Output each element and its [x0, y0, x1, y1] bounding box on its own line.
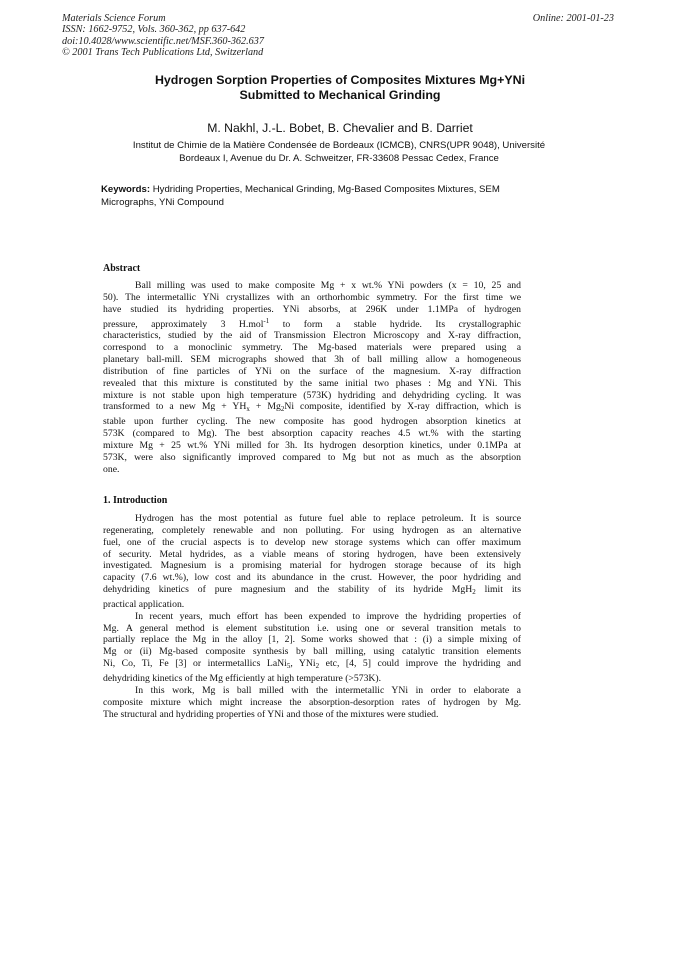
text-run: transformed to a new Mg + YH — [103, 401, 247, 413]
intro-line: The structural and hydriding properties of YNi and those of the mixtures were studied. — [103, 708, 439, 720]
abstract-heading: Abstract — [103, 263, 141, 274]
text-run: + Mg — [249, 401, 281, 413]
keywords-text-1: Hydriding Properties, Mechanical Grinding, Mg-Based Composites Mixtures, SEM — [152, 184, 500, 195]
text-run: Ni, Co, Ti, Fe [3] or intermetallics LaNi — [103, 658, 287, 670]
keywords-label: Keywords: — [101, 184, 151, 195]
affiliation — [86, 140, 592, 165]
subscript: 5 — [286, 662, 291, 671]
subscript: 2 — [315, 662, 320, 671]
abstract-line: have studied its hydriding properties. YNi absorbs, at 296K under 1.1MPa of hydrogen — [103, 303, 521, 315]
author-list: M. Nakhl, J.-L. Bobet, B. Chevalier and B. Darriet — [207, 121, 473, 135]
intro-line: investigated. Magnesium is a promising material for hydrogen storage because of its high — [103, 560, 521, 572]
text-run: limit its — [475, 584, 521, 596]
intro-line: Hydrogen has the most potential as future fuel able to replace petroleum. It is source — [135, 513, 521, 524]
keywords — [101, 184, 581, 210]
subscript: x — [246, 405, 250, 414]
abstract-line: stable upon further cycling. The new composite has good hydrogen absorption kinetics at — [103, 416, 521, 428]
text-run: Ni composite, identified by X-ray diffraction, which is — [284, 401, 521, 413]
abstract-line: one. — [103, 463, 120, 475]
affiliation-line-1: Institut de Chimie de la Matière Condensée de Bordeaux (ICMCB), CNRS(UPR 9048), Université — [132, 140, 546, 151]
keywords-line-2: Micrographs, YNi Compound — [101, 196, 224, 208]
online-date: Online: 2001-01-23 — [532, 13, 614, 24]
doi-link[interactable]: doi:10.4028/www.scientific.net/MSF.360-362.637 — [62, 35, 264, 47]
intro-line — [103, 658, 521, 673]
intro-line: In this work, Mg is ball milled with the intermetallic YNi in order to elaborate a — [135, 684, 521, 696]
intro-line: of security. Metal hydrides, as a viable means of storing hydrogen, have been extensively — [103, 548, 521, 560]
introduction-heading: 1. Introduction — [103, 495, 168, 506]
journal-name: Materials Science Forum — [62, 13, 166, 24]
abstract-line: 50). The intermetallic YNi crystallizes with an orthorhombic symmetry. For the first time we — [103, 291, 521, 303]
issn: ISSN: 1662-9752, Vols. 360-362, pp 637-642 — [62, 24, 246, 36]
intro-line: dehydriding kinetics of the Mg efficiently at high temperature (>573K). — [103, 672, 382, 684]
text-run: etc, [4, 5] could improve the hydriding and — [319, 658, 521, 670]
abstract-line: planetary ball-mill. SEM micrographs showed that 3h of ball milling allow a homogeneous — [103, 354, 521, 366]
copyright: © 2001 Trans Tech Publications Ltd, Switzerland — [62, 47, 264, 59]
text-run: , YNi — [290, 658, 316, 670]
intro-line: Mg. A general method is element substitution i.e. using one or several transition metals to — [103, 622, 521, 634]
text-run: dehydriding kinetics of pure magnesium and the stability of its hydride MgH — [103, 584, 473, 596]
intro-line: practical application. — [103, 598, 185, 610]
abstract-line: revealed that this mixture is constituted by the same initial two phases : Mg and YNi. This — [103, 377, 521, 389]
abstract-line: correspond to a monoclinic symmetry. The Mg-based materials were prepared using a — [103, 342, 521, 354]
affiliation-line-2: Bordeaux I, Avenue du Dr. A. Schweitzer, FR-33608 Pessac Cedex, France — [179, 152, 499, 164]
abstract-line: Ball milling was used to make composite Mg + x wt.% YNi powders (x = 10, 25 and — [135, 280, 521, 291]
intro-line: regenerating, completely renewable and non polluting. For using hydrogen as an alternative — [103, 524, 521, 536]
abstract-line: mixture is not stable upon high temperature (573K) hydriding and dehydriding cycling. It was — [103, 389, 521, 401]
title-line-2: Submitted to Mechanical Grinding — [239, 88, 441, 102]
title-line-1: Hydrogen Sorption Properties of Composites Mixtures Mg+YNi — [154, 73, 526, 87]
paper-title — [70, 73, 610, 103]
abstract-line: 573K (compared to Mg). The best absorption capacity reaches 4.5 wt.% with the starting — [103, 428, 521, 440]
intro-line: partially replace the Mg in the alloy [1, 2]. Some works showed that : (i) a simple mixing of — [103, 634, 521, 646]
intro-line — [103, 584, 521, 599]
intro-line: In recent years, much effort has been expended to improve the hydriding properties of — [135, 610, 521, 622]
abstract-line — [103, 401, 521, 416]
introduction-body — [103, 513, 521, 720]
superscript: -1 — [263, 316, 270, 325]
abstract-line — [103, 316, 521, 331]
subscript: 2 — [280, 405, 285, 414]
intro-line: fuel, one of the crucial aspects is to develop new storage systems which can offer maximum — [103, 536, 521, 548]
intro-line: composite mixture which might increase the absorption-desorption rates of hydrogen by Mg. — [103, 696, 521, 708]
abstract-line: 573K, were also significantly improved compared to Mg but not as much as the absorption — [103, 451, 521, 463]
abstract-body — [103, 280, 521, 476]
text-run: pressure, approximately 3 H.mol — [103, 318, 264, 330]
text-run: to form a stable hydride. Its crystallographic — [269, 318, 521, 330]
subscript: 2 — [472, 588, 476, 597]
intro-line: Mg or (ii) Mg-based composite synthesis by ball milling, using catalytic transition elements — [103, 646, 521, 658]
keywords-line-1 — [101, 184, 581, 197]
intro-line: capacity (7.6 wt.%), low cost and its abundance in the crust. However, the poor hydriding and — [103, 572, 521, 584]
abstract-line: distribution of fine particles of YNi on the surface of the magnesium. X-ray diffraction — [103, 365, 521, 377]
abstract-line: characteristics, studied by the aid of Transmission Electron Microscopy and X-ray diffraction, — [103, 330, 521, 342]
abstract-line: mixture Mg + 25 wt.% YNi milled for 3h. Its hydrogen desorption kinetics, under 0.1MPa at — [103, 439, 521, 451]
